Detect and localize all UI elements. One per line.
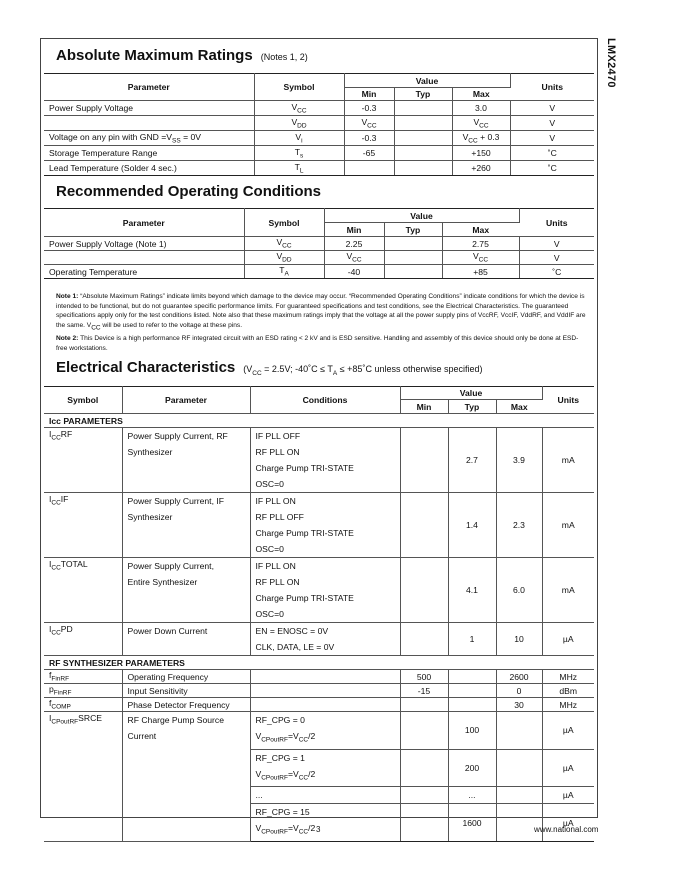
roc-row xyxy=(44,265,594,279)
parameter-cell xyxy=(44,116,254,131)
parameter-cell: Storage Temperature Range xyxy=(44,146,254,161)
max-cell: 6.0 xyxy=(496,558,542,623)
roc-header-typ: Typ xyxy=(384,223,442,237)
symbol-cell: $p_{FinRF}$ xyxy=(44,684,122,698)
roc-header-parameter: Parameter xyxy=(44,209,244,237)
units-cell: ˚C xyxy=(510,146,594,161)
symbol-cell: $I_{CC}TOTAL$ xyxy=(44,558,122,623)
note-2: Note 2: This Device is a high performance RF integrated circuit with an ESD rating < 2 kV and is ESD sensitive. Handling and assembly of this device should only be done at ESD-free workstations. xyxy=(56,335,579,352)
ec-header-conditions: Conditions xyxy=(250,387,400,414)
max-cell xyxy=(496,804,542,842)
ec-conditions: ($V_{CC} = 2.5V$; -40˚C ≤ $T_A$ ≤ +85˚C unless otherwise specified) xyxy=(243,364,483,377)
roc-row xyxy=(44,251,594,265)
ec-header-units: Units xyxy=(542,387,594,414)
unit-cell: MHz xyxy=(542,698,594,712)
max-cell: 10 xyxy=(496,623,542,656)
amr-title: Absolute Maximum Ratings (Notes 1, 2) xyxy=(56,47,308,64)
conditions-cell: IF PLL OFF RF PLL ON Charge Pump TRI-STATE OSC=0 xyxy=(250,428,400,493)
symbol-cell: $T_L$ xyxy=(254,161,344,176)
max-cell: $V_{CC}$ xyxy=(452,116,510,131)
rf-row xyxy=(44,670,594,684)
max-cell: 2.75 xyxy=(442,237,519,251)
max-cell: $V_{CC} + 0.3$ xyxy=(452,131,510,146)
typ-cell xyxy=(394,161,452,176)
units-cell: µA xyxy=(542,804,594,842)
ec-header-min: Min xyxy=(400,400,448,414)
symbol-cell: $I_{CC}IF$ xyxy=(44,493,122,558)
parameter-cell: Operating Frequency xyxy=(122,670,250,684)
ec-table xyxy=(44,386,594,842)
min-cell: -15 xyxy=(400,684,448,698)
ec-header-max: Max xyxy=(496,400,542,414)
units-cell: V xyxy=(519,237,594,251)
symbol-cell: $V_i$ xyxy=(254,131,344,146)
max-cell: +260 xyxy=(452,161,510,176)
icc-row xyxy=(44,558,594,623)
section-label: RF SYNTHESIZER PARAMETERS xyxy=(44,656,594,670)
units-cell: ˚C xyxy=(510,161,594,176)
typ-cell xyxy=(384,251,442,265)
unit-cell: MHz xyxy=(542,670,594,684)
ec-header-symbol: Symbol xyxy=(44,387,122,414)
typ-cell xyxy=(394,101,452,116)
roc-title: Recommended Operating Conditions xyxy=(56,183,322,200)
conditions-cell: EN = ENOSC = 0V CLK, DATA, LE = 0V xyxy=(250,623,400,656)
footer-url: www.national.com xyxy=(534,825,599,834)
typ-cell: ... xyxy=(448,787,496,804)
roc-table xyxy=(44,208,594,279)
min-cell: -0.3 xyxy=(344,101,394,116)
units-cell: V xyxy=(510,101,594,116)
rf-row xyxy=(44,684,594,698)
conditions-cell: RF_CPG = 0 $V_{CPoutRF}=V_{CC}/2$ xyxy=(250,712,400,750)
typ-cell: 4.1 xyxy=(448,558,496,623)
icc-row xyxy=(44,428,594,493)
symbol-cell: $V_{DD}$ xyxy=(254,116,344,131)
conditions-cell: RF_CPG = 1 $V_{CPoutRF}=V_{CC}/2$ xyxy=(250,749,400,787)
typ-cell: 200 xyxy=(448,749,496,787)
typ-cell xyxy=(448,670,496,684)
conditions-cell xyxy=(250,670,400,684)
max-cell: 0 xyxy=(496,684,542,698)
amr-header-parameter: Parameter xyxy=(44,74,254,101)
roc-header-min: Min xyxy=(324,223,384,237)
note-1: Note 1: “Absolute Maximum Ratings” indicate limits beyond which damage to the device may occur. “Recommended Operating Conditions” indicate conditions for which the device is intended to be functional, but do not guarantee specific performance limits. For guaranteed specifications and test conditions, see the Electrical Characteristics. The guaranteed specifications apply only for the test conditions listed. Note also that these maximum ratings imply that the voltage at all the power supply pins of VccRF, VccIF, VddRF, and VddIF are the same. $V_{CC}$ will be used to refer to the voltage at these pins. xyxy=(56,293,586,331)
min-cell xyxy=(400,712,448,750)
min-cell xyxy=(400,623,448,656)
max-cell: 30 xyxy=(496,698,542,712)
amr-header-units: Units xyxy=(510,74,594,101)
roc-header-symbol: Symbol xyxy=(244,209,324,237)
typ-cell: 100 xyxy=(448,712,496,750)
min-cell xyxy=(400,749,448,787)
min-cell xyxy=(400,493,448,558)
max-cell: +85 xyxy=(442,265,519,279)
parameter-cell: RF Charge Pump Source Current xyxy=(122,712,250,842)
min-cell: $V_{CC}$ xyxy=(344,116,394,131)
typ-cell xyxy=(394,116,452,131)
conditions-cell: RF_CPG = 15 $V_{CPoutRF}=V_{CC}/2$ xyxy=(250,804,400,842)
parameter-cell: Operating Temperature xyxy=(44,265,244,279)
max-cell: 2600 xyxy=(496,670,542,684)
min-cell xyxy=(400,428,448,493)
amr-header-min: Min xyxy=(344,88,394,101)
symbol-cell: $f_{COMP}$ xyxy=(44,698,122,712)
parameter-cell: Input Sensitivity xyxy=(122,684,250,698)
parameter-cell: Lead Temperature (Solder 4 sec.) xyxy=(44,161,254,176)
parameter-cell: Power Down Current xyxy=(122,623,250,656)
unit-cell: mA xyxy=(542,428,594,493)
part-number-sidebar: LMX2470 xyxy=(605,38,617,88)
ec-header-typ: Typ xyxy=(448,400,496,414)
amr-row xyxy=(44,101,594,116)
min-cell: $V_{CC}$ xyxy=(324,251,384,265)
ec-title: Electrical Characteristics ($V_{CC} = 2.5V$; -40˚C ≤ $T_A$ ≤ +85˚C unless otherwise specified) xyxy=(56,359,483,377)
typ-cell xyxy=(448,684,496,698)
parameter-cell: Power Supply Voltage xyxy=(44,101,254,116)
amr-row xyxy=(44,116,594,131)
units-cell: µA xyxy=(542,712,594,750)
units-cell: V xyxy=(510,131,594,146)
amr-table xyxy=(44,73,594,176)
unit-cell: µA xyxy=(542,623,594,656)
section-icc xyxy=(44,414,594,428)
min-cell: -0.3 xyxy=(344,131,394,146)
amr-row xyxy=(44,131,594,146)
section-rf xyxy=(44,656,594,670)
symbol-cell: $T_A$ xyxy=(244,265,324,279)
roc-header-units: Units xyxy=(519,209,594,237)
parameter-cell: Power Supply Current, Entire Synthesizer xyxy=(122,558,250,623)
parameter-cell xyxy=(44,251,244,265)
amr-header-value: Value xyxy=(344,74,510,88)
parameter-cell: Power Supply Current, IF Synthesizer xyxy=(122,493,250,558)
section-label: Icc PARAMETERS xyxy=(44,414,594,428)
notes xyxy=(56,292,586,355)
max-cell: 3.9 xyxy=(496,428,542,493)
min-cell xyxy=(400,558,448,623)
min-cell xyxy=(344,161,394,176)
min-cell xyxy=(400,787,448,804)
typ-cell: 1.4 xyxy=(448,493,496,558)
parameter-cell: Power Supply Current, RF Synthesizer xyxy=(122,428,250,493)
min-cell: -40 xyxy=(324,265,384,279)
units-cell: ˚C xyxy=(519,265,594,279)
min-cell xyxy=(400,804,448,842)
symbol-cell: $V_{CC}$ xyxy=(244,237,324,251)
max-cell xyxy=(496,749,542,787)
amr-header-symbol: Symbol xyxy=(254,74,344,101)
srce-row xyxy=(44,712,594,750)
symbol-cell: $f_{FinRF}$ xyxy=(44,670,122,684)
units-cell: µA xyxy=(542,787,594,804)
typ-cell: 2.7 xyxy=(448,428,496,493)
symbol-cell: $V_{DD}$ xyxy=(244,251,324,265)
amr-row xyxy=(44,161,594,176)
typ-cell: 1600 xyxy=(448,804,496,842)
parameter-cell: Phase Detector Frequency xyxy=(122,698,250,712)
conditions-cell: IF PLL ON RF PLL OFF Charge Pump TRI-STATE OSC=0 xyxy=(250,493,400,558)
min-cell: -65 xyxy=(344,146,394,161)
typ-cell: 1 xyxy=(448,623,496,656)
max-cell: $V_{CC}$ xyxy=(442,251,519,265)
typ-cell xyxy=(394,146,452,161)
typ-cell xyxy=(384,237,442,251)
conditions-cell: ... xyxy=(250,787,400,804)
symbol-cell: $T_s$ xyxy=(254,146,344,161)
roc-header-value: Value xyxy=(324,209,519,223)
rf-row xyxy=(44,698,594,712)
amr-notes-ref: (Notes 1, 2) xyxy=(260,52,308,62)
symbol-cell: $I_{CPoutRF}SRCE$ xyxy=(44,712,122,842)
max-cell xyxy=(496,787,542,804)
min-cell: 2.25 xyxy=(324,237,384,251)
amr-header-typ: Typ xyxy=(394,88,452,101)
units-cell: V xyxy=(510,116,594,131)
typ-cell xyxy=(394,131,452,146)
amr-header-max: Max xyxy=(452,88,510,101)
unit-cell: mA xyxy=(542,493,594,558)
max-cell: 3.0 xyxy=(452,101,510,116)
roc-row xyxy=(44,237,594,251)
parameter-cell: Power Supply Voltage (Note 1) xyxy=(44,237,244,251)
max-cell xyxy=(496,712,542,750)
unit-cell: mA xyxy=(542,558,594,623)
icc-row xyxy=(44,493,594,558)
symbol-cell: $V_{CC}$ xyxy=(254,101,344,116)
ec-header-value: Value xyxy=(400,387,542,400)
symbol-cell: $I_{CC}PD$ xyxy=(44,623,122,656)
conditions-cell: IF PLL ON RF PLL ON Charge Pump TRI-STATE OSC=0 xyxy=(250,558,400,623)
max-cell: 2.3 xyxy=(496,493,542,558)
unit-cell: dBm xyxy=(542,684,594,698)
symbol-cell: $I_{CC}RF$ xyxy=(44,428,122,493)
icc-row xyxy=(44,623,594,656)
amr-row xyxy=(44,146,594,161)
units-cell: V xyxy=(519,251,594,265)
conditions-cell xyxy=(250,698,400,712)
max-cell: +150 xyxy=(452,146,510,161)
conditions-cell xyxy=(250,684,400,698)
page-number: 3 xyxy=(316,825,321,834)
min-cell xyxy=(400,698,448,712)
roc-header-max: Max xyxy=(442,223,519,237)
units-cell: µA xyxy=(542,749,594,787)
typ-cell xyxy=(384,265,442,279)
parameter-cell: Voltage on any pin with GND $=V_{SS} = 0V$ xyxy=(44,131,254,146)
ec-header-parameter: Parameter xyxy=(122,387,250,414)
min-cell: 500 xyxy=(400,670,448,684)
typ-cell xyxy=(448,698,496,712)
